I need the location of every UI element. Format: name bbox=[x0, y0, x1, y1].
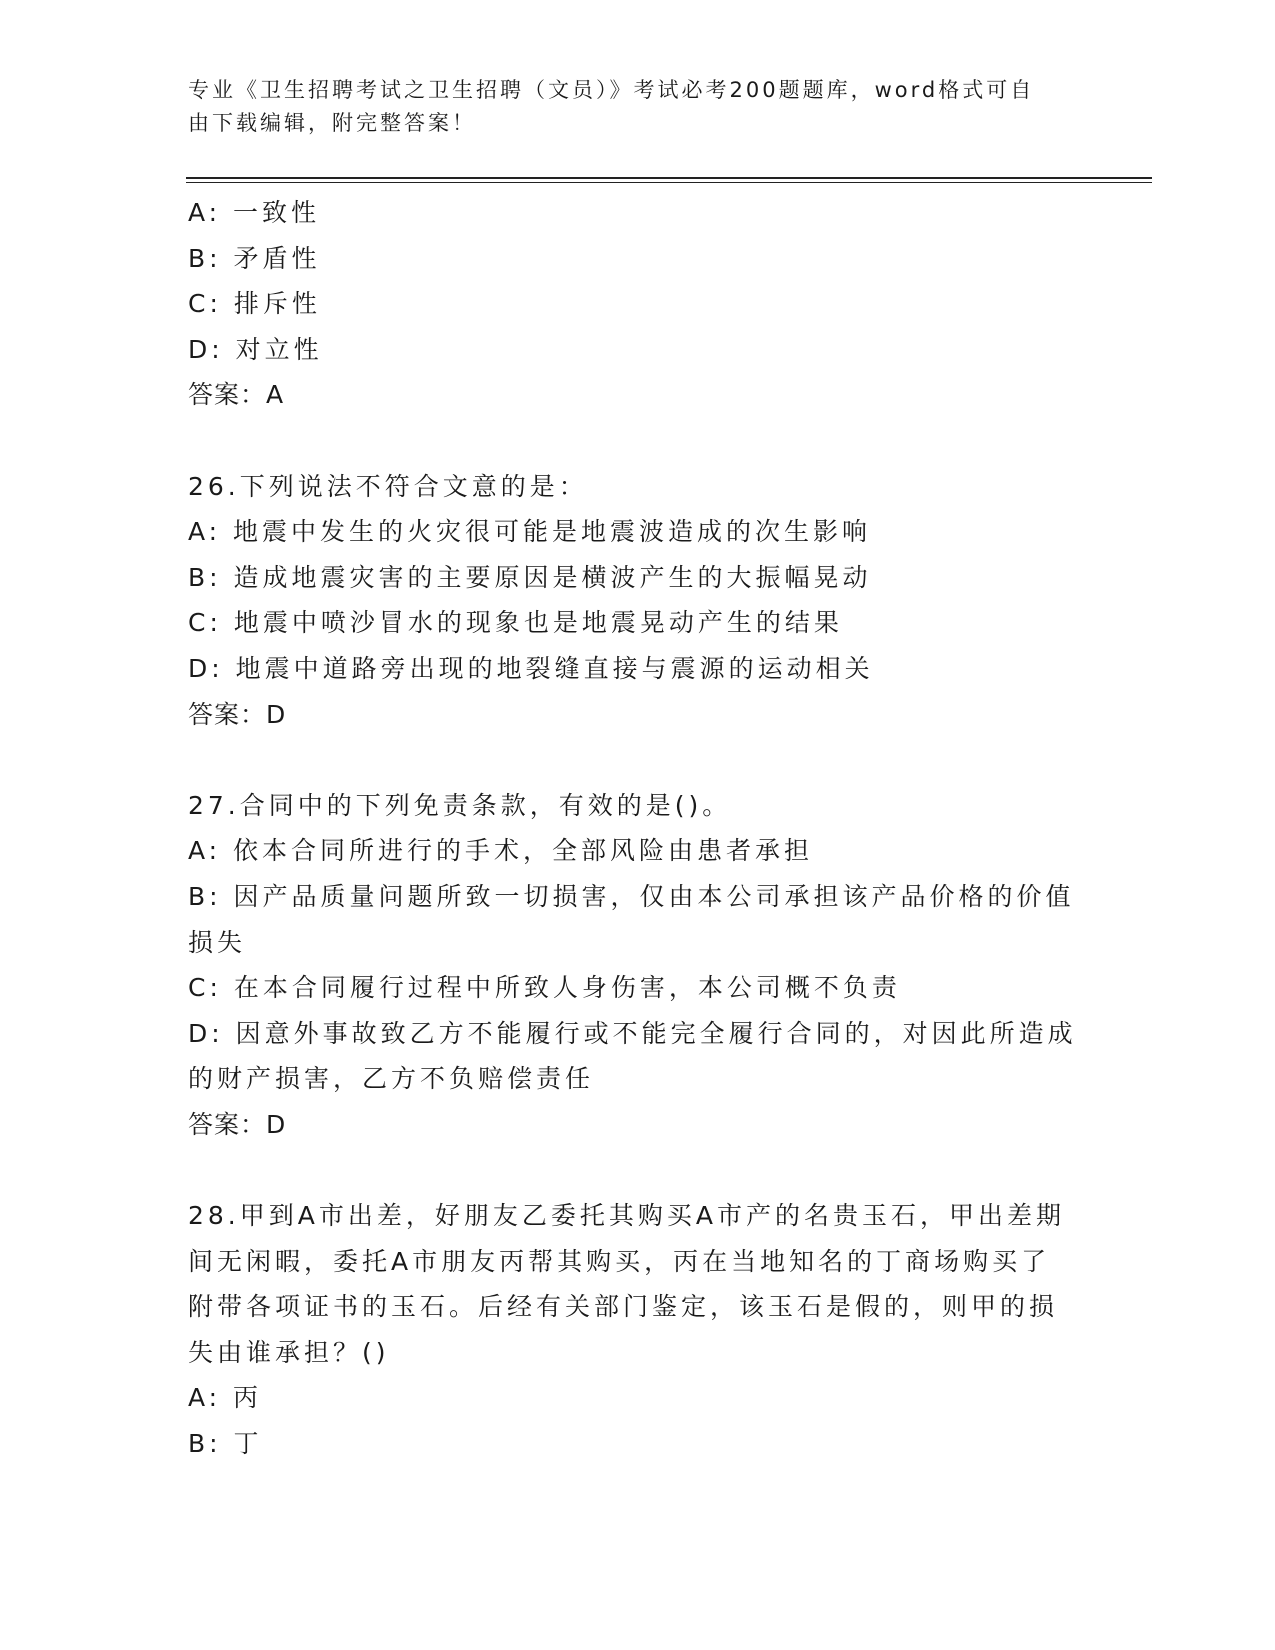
question-stem-line-1: 28.甲到A市出差，好朋友乙委托其购买A市产的名贵玉石，甲出差期 bbox=[188, 1201, 1065, 1231]
question-stem-line-2: 间无闲暇，委托A市朋友丙帮其购买，丙在当地知名的丁商场购买了 bbox=[188, 1246, 1051, 1276]
option-b: B: 丁 bbox=[188, 1429, 263, 1459]
option-a: A: 一致性 bbox=[188, 198, 321, 227]
spacer bbox=[188, 1147, 1088, 1193]
answer-label: 答案：D bbox=[188, 699, 287, 729]
option-a: A: 丙 bbox=[188, 1383, 263, 1413]
question-stem: 27.合同中的下列免责条款，有效的是()。 bbox=[188, 790, 732, 820]
answer-label: 答案：D bbox=[188, 1109, 287, 1139]
header-divider-thin bbox=[186, 182, 1152, 183]
option-c: C: 地震中喷沙冒水的现象也是地震晃动产生的结果 bbox=[188, 608, 843, 638]
option-b-line-2: 损失 bbox=[188, 927, 247, 957]
option-c: C: 在本合同履行过程中所致人身伤害，本公司概不负责 bbox=[188, 973, 901, 1003]
answer-label: 答案：A bbox=[188, 380, 285, 410]
option-a: A: 地震中发生的火灾很可能是地震波造成的次生影响 bbox=[188, 517, 872, 547]
option-b: B: 矛盾性 bbox=[188, 243, 321, 273]
option-d-line-2: 的财产损害，乙方不负赔偿责任 bbox=[188, 1064, 595, 1094]
option-d: D: 对立性 bbox=[188, 334, 323, 364]
option-c: C: 排斥性 bbox=[188, 289, 321, 319]
question-stem: 26.下列说法不符合文意的是： bbox=[188, 471, 588, 501]
option-b-line-1: B: 因产品质量问题所致一切损害，仅由本公司承担该产品价格的价值 bbox=[188, 881, 1075, 911]
spacer bbox=[188, 418, 1088, 464]
question-stem-line-4: 失由谁承担？() bbox=[188, 1337, 390, 1367]
option-a: A: 依本合同所进行的手术，全部风险由患者承担 bbox=[188, 836, 814, 866]
header-line-2: 由下载编辑，附完整答案！ bbox=[188, 111, 476, 135]
question-28 bbox=[188, 1193, 1088, 1467]
question-25-block bbox=[188, 190, 1088, 418]
header-divider-thick bbox=[186, 177, 1152, 179]
spacer bbox=[188, 737, 1088, 783]
question-content bbox=[188, 190, 1088, 1467]
option-d: D: 地震中道路旁出现的地裂缝直接与震源的运动相关 bbox=[188, 653, 874, 683]
document-header bbox=[188, 74, 1068, 140]
option-d-line-1: D: 因意外事故致乙方不能履行或不能完全履行合同的，对因此所造成 bbox=[188, 1018, 1077, 1048]
header-line-1: 专业《卫生招聘考试之卫生招聘（文员）》考试必考200题题库，word格式可自 bbox=[188, 78, 1035, 102]
question-26 bbox=[188, 464, 1088, 738]
question-stem-line-3: 附带各项证书的玉石。后经有关部门鉴定，该玉石是假的，则甲的损 bbox=[188, 1292, 1059, 1322]
question-27 bbox=[188, 783, 1088, 1148]
option-b: B: 造成地震灾害的主要原因是横波产生的大振幅晃动 bbox=[188, 562, 872, 592]
